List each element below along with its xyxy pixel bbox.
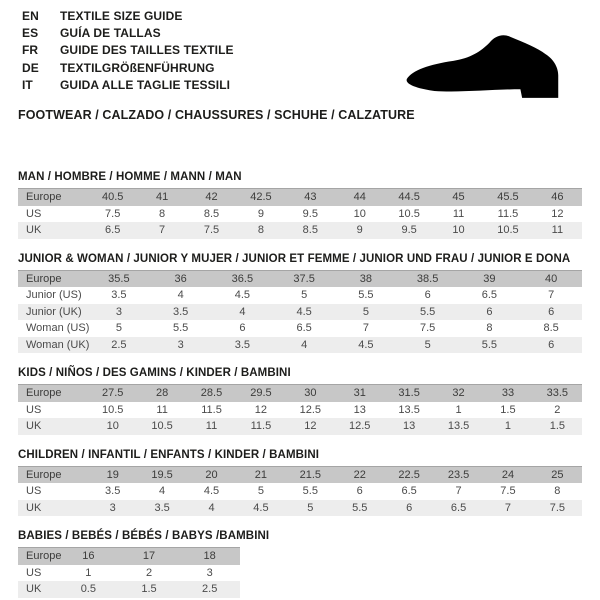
table-row: [18, 483, 582, 500]
size-value: 35.5: [108, 272, 130, 285]
size-value: 44: [353, 191, 366, 204]
size-value: 45.5: [497, 191, 519, 204]
size-value: 23.5: [447, 468, 470, 481]
size-section: [18, 529, 582, 598]
size-value: 3.5: [172, 305, 189, 318]
size-value: 45: [452, 191, 465, 204]
size-value: 2.5: [202, 583, 218, 596]
size-value: 40: [545, 272, 558, 285]
category-title: FOOTWEAR / CALZADO / CHAUSSURES / SCHUHE / CALZATURE: [18, 108, 415, 123]
size-value: 10: [353, 207, 366, 220]
row-label: Europe: [26, 191, 62, 204]
table-row: [18, 500, 582, 517]
size-value: 1: [455, 403, 462, 416]
size-value: 33: [501, 387, 515, 400]
size-value: 13.5: [398, 403, 420, 416]
size-value: 10.5: [101, 403, 124, 416]
size-value: 10.5: [151, 420, 173, 433]
size-value: 8.5: [302, 224, 318, 237]
size-value: 5.5: [419, 305, 436, 318]
size-value: 3: [115, 305, 122, 318]
section-title: BABIES / BEBÉS / BÉBÉS / BABYS /BAMBINI: [18, 530, 270, 543]
size-value: 7.5: [203, 224, 220, 237]
size-value: 19: [106, 468, 119, 481]
table-row: [18, 337, 582, 354]
size-value: 5: [307, 501, 314, 514]
size-value: 42: [205, 191, 218, 204]
size-value: 7: [455, 485, 462, 498]
size-value: 40.5: [101, 191, 124, 204]
size-value: 17: [142, 550, 156, 563]
size-value: 3.5: [111, 289, 127, 302]
size-value: 46: [551, 191, 564, 204]
size-value: 1.5: [500, 403, 516, 416]
language-label: GUÍA DE TALLAS: [60, 26, 161, 41]
size-value: 22: [353, 468, 366, 481]
size-value: 10.5: [497, 224, 519, 237]
size-value: 20: [205, 468, 218, 481]
dress-shoe-icon: [400, 14, 572, 106]
size-value: 28.5: [200, 387, 223, 400]
size-value: 37.5: [293, 272, 315, 285]
language-label: TEXTILGRÖßENFÜHRUNG: [60, 60, 215, 75]
table-row: [18, 565, 240, 582]
size-value: 7.5: [105, 207, 121, 220]
size-value: 11: [205, 420, 218, 433]
size-value: 31: [353, 387, 366, 400]
size-value: 25: [551, 468, 564, 481]
size-value: 10: [452, 224, 465, 237]
size-value: 4.5: [358, 338, 374, 351]
table-row: [18, 581, 240, 598]
size-value: 39: [483, 272, 496, 285]
size-value: 3: [109, 501, 116, 514]
size-value: 6.5: [401, 485, 417, 498]
row-label: Woman (US): [26, 322, 90, 335]
size-value: 7.5: [419, 322, 436, 335]
size-value: 1.5: [141, 583, 157, 596]
size-value: 3.5: [154, 501, 170, 514]
table-row: [18, 189, 582, 206]
row-label: Junior (UK): [26, 305, 82, 318]
size-value: 44.5: [398, 191, 420, 204]
size-value: 6: [356, 485, 363, 498]
size-value: 18: [203, 550, 216, 563]
row-label: US: [26, 566, 42, 579]
size-value: 22.5: [398, 468, 420, 481]
size-value: 3: [206, 566, 213, 579]
size-value: 2: [145, 566, 153, 579]
size-value: 1: [85, 566, 92, 579]
row-label: Woman (UK): [26, 338, 90, 351]
size-value: 7.5: [549, 501, 565, 514]
size-value: 36: [174, 272, 187, 285]
size-value: 38: [359, 272, 372, 285]
size-value: 11: [551, 224, 564, 237]
size-value: 6.5: [296, 322, 312, 335]
size-value: 4.5: [253, 501, 269, 514]
size-value: 7: [362, 322, 369, 335]
size-value: 9.5: [302, 207, 318, 220]
section-title: CHILDREN / INFANTIL / ENFANTS / KINDER / BAMBINI: [18, 448, 320, 461]
size-value: 28: [155, 387, 169, 400]
table-row: [18, 385, 582, 402]
size-value: 5.5: [302, 485, 318, 498]
size-value: 21.5: [299, 468, 322, 481]
size-value: 21: [254, 468, 268, 481]
size-value: 5: [301, 289, 308, 302]
size-value: 42.5: [250, 191, 272, 204]
size-value: 32: [452, 387, 465, 400]
section-title: MAN / HOMBRE / HOMME / MANN / MAN: [18, 171, 242, 184]
row-label: UK: [26, 224, 42, 237]
size-value: 13: [403, 420, 416, 433]
row-label: Junior (US): [26, 289, 82, 302]
size-value: 4.5: [296, 305, 312, 318]
size-value: 3.5: [105, 485, 121, 498]
size-value: 12.5: [349, 420, 371, 433]
size-value: 3.5: [234, 338, 251, 351]
size-value: 6: [239, 322, 246, 335]
language-label: TEXTILE SIZE GUIDE: [60, 9, 183, 23]
size-value: 11.5: [201, 403, 222, 416]
size-value: 8.5: [543, 322, 559, 335]
size-value: 5: [424, 338, 431, 351]
table-row: [18, 206, 582, 223]
row-label: UK: [26, 583, 42, 596]
size-value: 8: [554, 485, 561, 498]
table-row: [18, 467, 582, 484]
size-value: 12.5: [299, 403, 322, 416]
size-value: 5.5: [172, 322, 189, 335]
row-label: US: [26, 403, 42, 416]
size-value: 5: [362, 305, 369, 318]
size-value: 29.5: [250, 387, 272, 400]
size-value: 6: [424, 289, 431, 302]
size-value: 4.5: [203, 485, 220, 498]
language-label: GUIDA ALLE TAGLIE TESSILI: [60, 77, 231, 92]
size-value: 3: [177, 338, 184, 351]
size-value: 10.5: [398, 207, 420, 220]
size-value: 9: [257, 207, 264, 220]
size-value: 4: [159, 485, 166, 498]
size-sections: [18, 170, 582, 598]
table-row: [18, 320, 582, 337]
size-value: 6.5: [105, 224, 121, 237]
row-label: Europe: [26, 272, 62, 285]
size-table: [18, 188, 582, 239]
size-value: 11.5: [250, 420, 272, 433]
table-row: [18, 271, 582, 288]
row-label: UK: [26, 420, 42, 433]
size-value: 7.5: [500, 485, 516, 498]
section-title: JUNIOR & WOMAN / JUNIOR Y MUJER / JUNIOR ET FEMME / JUNIOR UND FRAU / JUNIOR E DONA: [18, 252, 571, 265]
size-table: [18, 384, 582, 435]
size-section: [18, 366, 582, 435]
section-title: KIDS / NIÑOS / DES GAMINS / KINDER / BAMBINI: [18, 367, 291, 380]
language-code: DE: [22, 60, 39, 75]
size-value: 8: [486, 322, 493, 335]
size-value: 0.5: [80, 583, 96, 596]
size-value: 9.5: [401, 224, 417, 237]
size-value: 24: [501, 468, 515, 481]
size-value: 9: [356, 224, 363, 237]
size-value: 5: [115, 322, 122, 335]
size-value: 8: [257, 224, 264, 237]
size-value: 11: [452, 207, 465, 220]
size-value: 6: [406, 501, 413, 514]
size-value: 5: [257, 485, 264, 498]
table-row: [18, 402, 582, 419]
size-value: 5.5: [481, 338, 498, 351]
size-value: 38.5: [416, 272, 439, 285]
size-value: 27.5: [101, 387, 124, 400]
size-value: 1: [504, 420, 512, 433]
size-value: 11.5: [497, 207, 519, 220]
size-value: 43: [304, 191, 317, 204]
size-section: [18, 170, 582, 239]
row-label: Europe: [26, 550, 62, 563]
size-value: 12: [254, 403, 268, 416]
size-value: 11: [156, 403, 168, 416]
size-value: 6: [548, 305, 555, 318]
size-section: [18, 448, 582, 517]
size-value: 12: [304, 420, 317, 433]
size-value: 6: [486, 305, 493, 318]
table-row: [18, 222, 582, 239]
size-value: 36.5: [231, 272, 254, 285]
size-table: [18, 547, 240, 598]
size-value: 5.5: [352, 501, 368, 514]
size-value: 31.5: [398, 387, 420, 400]
table-row: [18, 418, 582, 435]
size-value: 4: [177, 289, 184, 302]
size-value: 13.5: [447, 420, 470, 433]
row-label: UK: [26, 501, 42, 514]
size-value: 8.5: [203, 207, 220, 220]
size-table: [18, 270, 582, 354]
size-value: 2.5: [111, 338, 127, 351]
size-value: 6.5: [450, 501, 467, 514]
size-value: 8: [159, 207, 166, 220]
language-code: EN: [22, 9, 39, 23]
size-value: 5.5: [358, 289, 374, 302]
language-code: IT: [22, 77, 33, 92]
size-value: 6.5: [481, 289, 498, 302]
table-row: [18, 548, 240, 565]
size-value: 12: [551, 207, 564, 220]
row-label: Europe: [26, 468, 62, 481]
size-value: 4.5: [234, 289, 251, 302]
size-table: [18, 466, 582, 517]
size-section: [18, 252, 582, 354]
size-value: 2: [554, 403, 561, 416]
language-code: FR: [22, 43, 39, 58]
size-value: 41: [155, 191, 169, 204]
size-value: 1.5: [549, 420, 565, 433]
size-value: 33.5: [546, 387, 569, 400]
table-row: [18, 304, 582, 321]
table-row: [18, 287, 582, 304]
size-value: 13: [353, 403, 366, 416]
row-label: US: [26, 207, 42, 220]
size-value: 16: [82, 550, 95, 563]
size-value: 7: [159, 224, 166, 237]
size-value: 7: [548, 289, 555, 302]
size-value: 4: [301, 338, 308, 351]
size-value: 19.5: [151, 468, 173, 481]
row-label: US: [26, 485, 42, 498]
size-value: 30: [304, 387, 317, 400]
row-label: Europe: [26, 387, 62, 400]
size-value: 6: [548, 338, 555, 351]
size-value: 7: [504, 501, 512, 514]
size-value: 4: [239, 305, 246, 318]
size-value: 4: [208, 501, 215, 514]
language-code: ES: [22, 26, 39, 41]
size-value: 10: [106, 420, 119, 433]
language-label: GUIDE DES TAILLES TEXTILE: [60, 43, 234, 58]
